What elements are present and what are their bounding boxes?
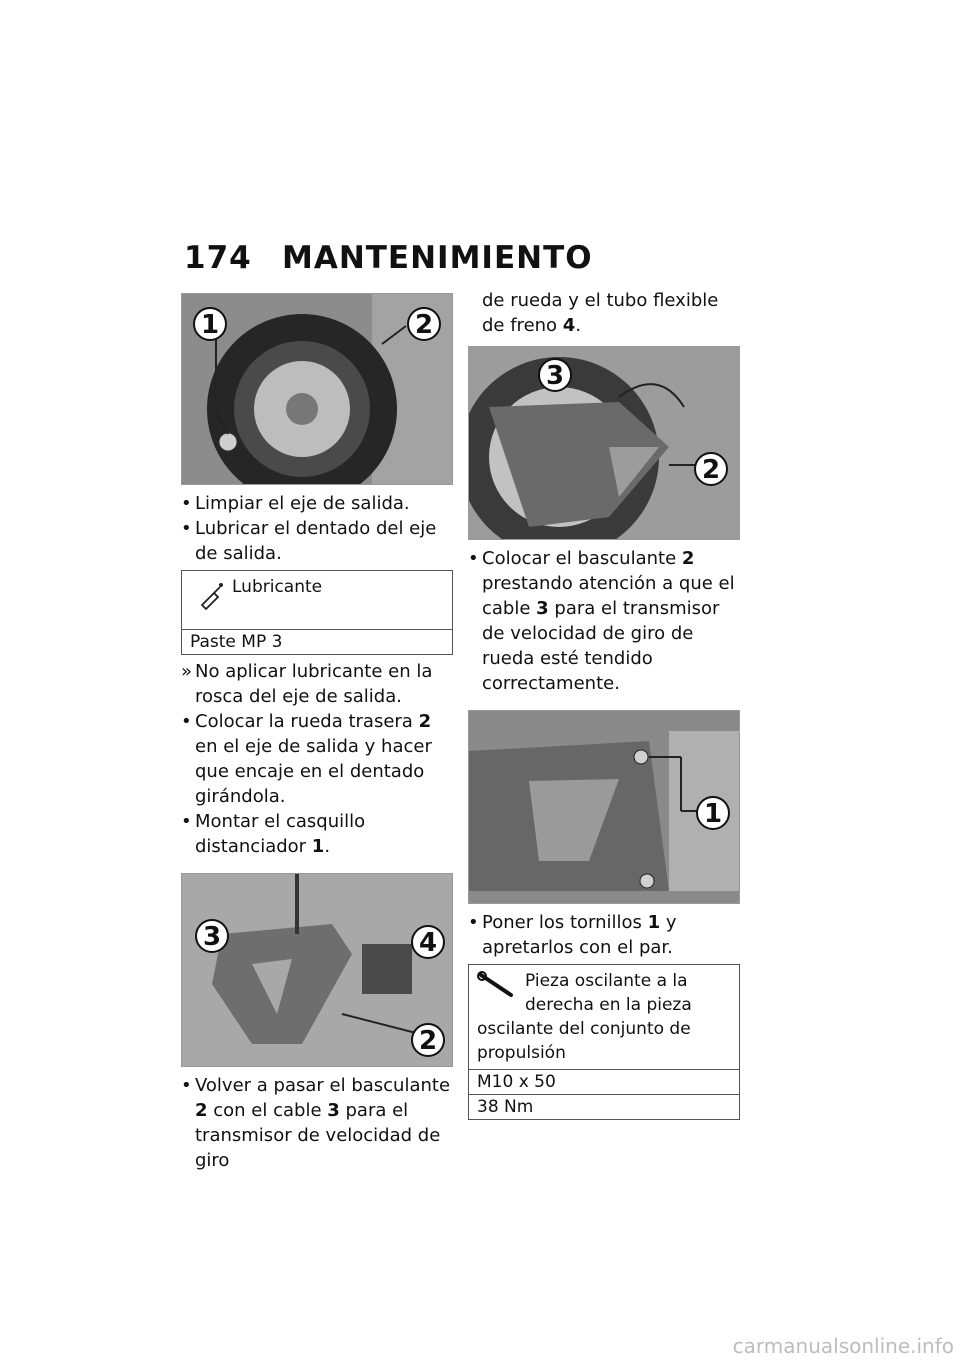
page-header <box>184 240 744 280</box>
lubricant-spec-box <box>181 570 453 655</box>
torque-wrench-icon <box>477 971 517 1001</box>
left-column <box>181 293 453 1173</box>
part-ref: 1 <box>647 912 661 933</box>
callout-label: 1 <box>703 799 723 829</box>
photo-swing-arm <box>181 873 453 1067</box>
callout-label: 2 <box>418 1026 438 1056</box>
lubricant-icon <box>196 581 226 611</box>
torque-spec-box <box>468 964 740 1120</box>
step-item: • Poner los tornillos 1 y apretarlos con el par. <box>468 912 677 958</box>
callout-label: 1 <box>200 310 220 340</box>
step-continuation: de rueda y el tubo flexible de freno 4. <box>482 290 719 336</box>
swing-arm-illustration <box>182 874 452 1066</box>
photo-swing-arm-bolts <box>468 710 740 904</box>
torque-value: 38 Nm <box>477 1097 534 1117</box>
step-item: • Colocar la rueda trasera 2 en el eje de salida y hacer que encaje en el dentado girándola. <box>181 711 432 807</box>
part-ref: 2 <box>418 711 432 732</box>
step-item: » No aplicar lubricante en la rosca del eje de salida. <box>181 661 433 707</box>
photo-swing-arm-mounted <box>468 346 740 540</box>
step-item: • Colocar el basculante 2 prestando atención a que el cable 3 para el transmisor de velocidad de giro de rueda esté tendido correctamente. <box>468 548 735 694</box>
watermark: carmanualsonline.info <box>732 1334 954 1358</box>
swing-arm-mounted-illustration <box>469 347 739 539</box>
step-item: • Montar el casquillo distanciador 1. <box>181 811 366 857</box>
step-item: • Limpiar el eje de salida. <box>181 493 410 514</box>
rear-wheel-illustration <box>182 294 452 484</box>
torque-screw-size: M10 x 50 <box>469 1070 739 1095</box>
lubricant-label: Lubricante <box>232 577 323 597</box>
part-ref: 3 <box>327 1100 340 1121</box>
callout-label: 2 <box>701 455 721 485</box>
callout-label: 4 <box>418 928 438 958</box>
step-item: • Volver a pasar el basculante 2 con el cable 3 para el transmisor de velocidad de giro <box>181 1075 451 1171</box>
callout-label: 3 <box>202 922 222 952</box>
right-column <box>468 288 740 1124</box>
part-ref: 2 <box>681 548 695 569</box>
part-ref: 4 <box>562 315 576 336</box>
callout-label: 3 <box>545 361 565 391</box>
torque-label: Pieza oscilante a la derecha en la pieza oscilante del conjunto de propulsión <box>477 971 692 1063</box>
page-number: 174 <box>184 240 252 276</box>
part-ref: 1 <box>311 836 325 857</box>
part-ref: 3 <box>536 598 549 619</box>
step-item: • Lubricar el dentado del eje de salida. <box>181 518 437 564</box>
swing-arm-bolts-illustration <box>469 711 739 903</box>
part-ref: 2 <box>195 1100 208 1121</box>
photo-rear-wheel <box>181 293 453 485</box>
section-title: MANTENIMIENTO <box>282 240 593 276</box>
callout-label: 2 <box>414 310 434 340</box>
lubricant-value: Paste MP 3 <box>190 632 283 652</box>
